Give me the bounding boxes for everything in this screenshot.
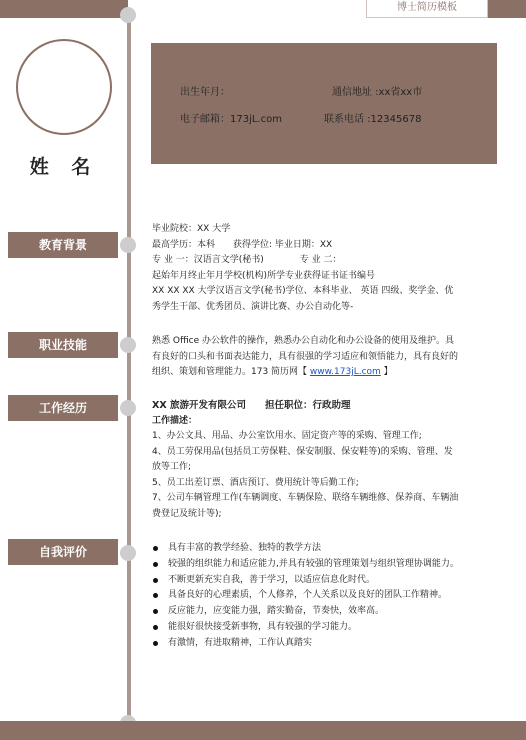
- top-bar-right: [488, 0, 526, 18]
- list-item: 具有丰富的教学经验、独特的教学方法: [152, 541, 490, 557]
- list-item: 反应能力，应变能力强，踏实勤奋，节奏快，效率高。: [152, 604, 490, 620]
- list-item: 具备良好的心理素质，个人修养，个人关系以及良好的团队工作精神。: [152, 588, 490, 604]
- skills-content: [152, 334, 490, 381]
- work-line: 放等工作;: [152, 462, 192, 472]
- section-label-self: 自我评价: [8, 539, 118, 565]
- work-line: 5、员工出差订票、酒店预订、费用统计等后勤工作;: [152, 477, 359, 488]
- phone: 联系电话 :12345678: [324, 114, 422, 125]
- education-line: 最高学历：本科 获得学位: 毕业日期：XX: [152, 239, 333, 250]
- skills-line: 有良好的口头和书面表达能力，具有很强的学习适应和领悟能力，具有良好的: [152, 351, 459, 362]
- timeline-line: [127, 15, 131, 723]
- self-evaluation-list: [152, 541, 490, 652]
- timeline-node-education: [120, 237, 136, 253]
- work-line: 1、办公文具、用品、办公室饮用水、固定资产等的采购、管理工作;: [152, 431, 422, 441]
- skills-line: [152, 365, 490, 381]
- person-name: 姓 名: [29, 156, 99, 178]
- template-title-tab: 博士简历模板: [366, 0, 488, 18]
- timeline-node-skills: [120, 337, 136, 353]
- skills-line-prefix: 组织、策划和管理能力。173 简历网【: [152, 367, 310, 377]
- education-line: 毕业院校：XX 大学: [152, 224, 231, 234]
- website-link[interactable]: www.173jL.com: [309, 367, 381, 377]
- list-item: 有激情，有进取精神，工作认真踏实: [152, 636, 490, 652]
- work-line: 7、公司车辆管理工作(车辆调度、车辆保险、联络车辆维修、保养商、车辆油: [152, 493, 459, 503]
- timeline-node-top: [120, 7, 136, 23]
- education-line: 专 业 一：汉语言文学(秘书) 专 业 二：: [152, 255, 342, 265]
- work-line: 4、员工劳保用品(包括员工劳保鞋、保安制服、保安鞋等)的采购、管理、发: [152, 446, 453, 457]
- education-line: 起始年月终止年月学校(机构)所学专业获得证书证书编号: [152, 270, 376, 281]
- timeline-node-work: [120, 400, 136, 416]
- work-line: 费登记及统计等);: [152, 508, 222, 519]
- work-company: XX 旅游开发有限公司 担任职位：行政助理: [152, 400, 351, 411]
- skills-line: 熟悉 Office 办公软件的操作，熟悉办公自动化和办公设备的使用及维护。具: [152, 336, 454, 346]
- bottom-bar: [0, 721, 526, 740]
- timeline-node-self: [120, 545, 136, 561]
- email: 电子邮箱：173jL.com: [180, 114, 282, 125]
- avatar: [16, 39, 112, 135]
- profile-info-box: [151, 43, 497, 164]
- skills-line-suffix: 】: [380, 367, 393, 377]
- list-item: 较强的组织能力和适应能力,并具有较强的管理策划与组织管理协调能力。: [152, 557, 490, 573]
- section-label-education: 教育背景: [8, 232, 118, 258]
- education-line: 秀学生干部、优秀团员、演讲比赛、办公自动化等-: [152, 301, 354, 312]
- address: 通信地址 :xx省xx市: [332, 87, 423, 98]
- work-content: [152, 398, 490, 522]
- work-desc-title: 工作描述：: [152, 415, 198, 426]
- list-item: 能很好很快接受新事物，具有较强的学习能力。: [152, 620, 490, 636]
- education-line: XX XX XX 大学汉语言文学(秘书)学位、本科毕业、 英语 四级、奖学金、优: [152, 286, 454, 296]
- section-label-work: 工作经历: [8, 395, 118, 421]
- birth-date: 出生年月：: [180, 87, 230, 98]
- education-content: [152, 222, 490, 315]
- list-item: 不断更新充实自我，善于学习，以适应信息化时代。: [152, 573, 490, 589]
- section-label-skills: 职业技能: [8, 332, 118, 358]
- top-bar-left: [0, 0, 128, 18]
